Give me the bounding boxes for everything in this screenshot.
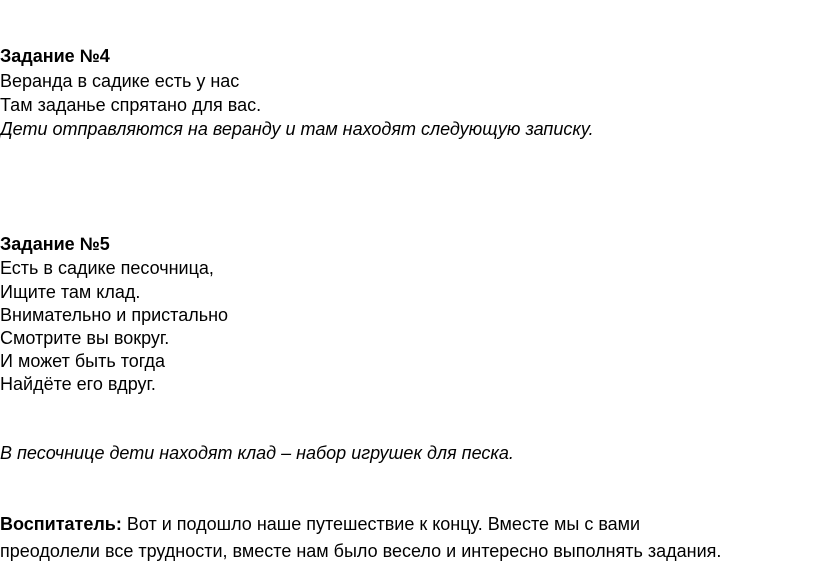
task5-heading: Задание №5	[0, 234, 110, 254]
task5-note: В песочнице дети находят клад – набор игрушек для песка.	[0, 443, 514, 463]
task5-verse-line: И может быть тогда	[0, 351, 166, 371]
closing-paragraph-line	[0, 513, 640, 535]
task5-verse-line: Внимательно и пристально	[0, 305, 229, 325]
closing-text: Вот и подошло наше путешествие к концу. Вместе мы с вами	[121, 514, 641, 534]
closing-paragraph-line: преодолели все трудности, вместе нам было весело и интересно выполнять задания.	[0, 541, 722, 561]
task4-heading: Задание №4	[0, 46, 110, 66]
task5-verse-line: Смотрите вы вокруг.	[0, 328, 170, 348]
speaker-label: Воспитатель:	[0, 514, 122, 534]
task4-verse-line: Там заданье спрятано для вас.	[0, 95, 262, 115]
task5-verse-line: Ищите там клад.	[0, 282, 141, 302]
task5-verse-line: Найдёте его вдруг.	[0, 374, 156, 394]
task5-verse-line: Есть в садике песочница,	[0, 258, 214, 278]
task4-note: Дети отправляются на веранду и там находят следующую записку.	[0, 119, 594, 139]
task4-verse-line: Веранда в садике есть у нас	[0, 71, 240, 91]
